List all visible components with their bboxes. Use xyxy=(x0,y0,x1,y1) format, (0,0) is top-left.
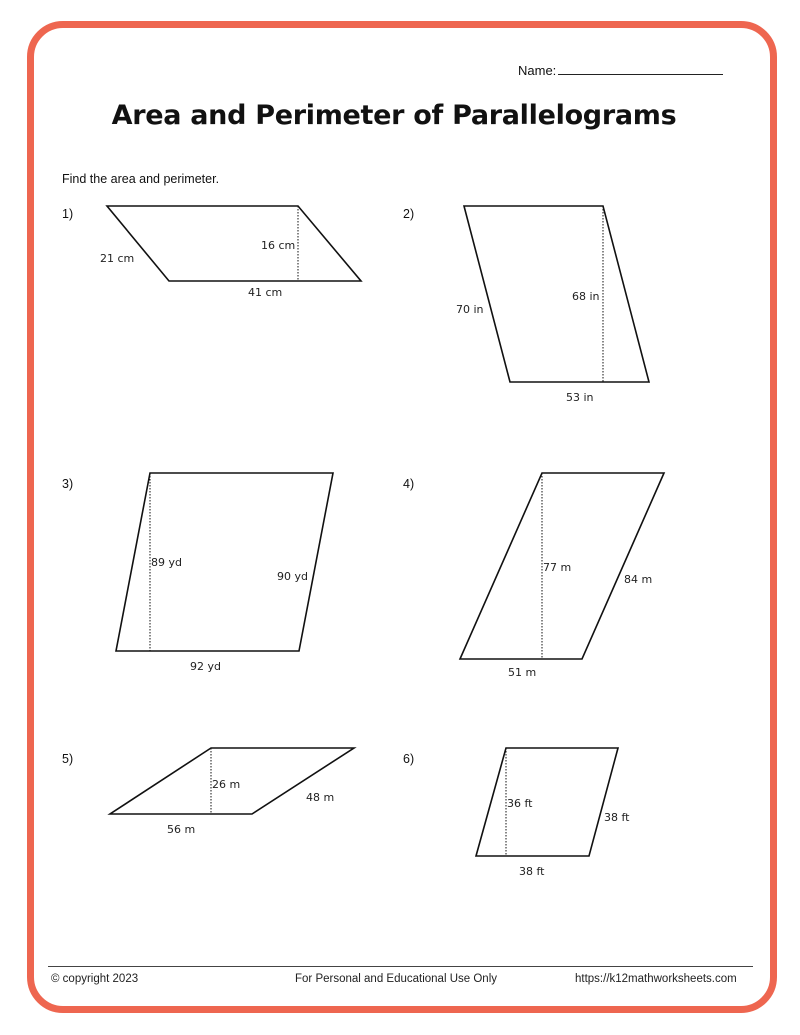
problem-2-number: 2) xyxy=(403,207,415,221)
problem-3-side-label: 90 yd xyxy=(277,570,308,583)
problem-2-side-label: 70 in xyxy=(456,303,484,316)
parallelogram-5 xyxy=(110,748,354,836)
parallelogram-4 xyxy=(460,473,664,679)
problem-4-height-label: 77 m xyxy=(543,561,572,574)
problem-3-number: 3) xyxy=(62,477,74,491)
problem-1-height-label: 16 cm xyxy=(261,239,296,252)
instructions: Find the area and perimeter. xyxy=(62,172,220,186)
footer-copyright: © copyright 2023 xyxy=(51,973,139,985)
problem-6-number: 6) xyxy=(403,752,415,766)
problem-4-side-label: 84 m xyxy=(624,573,653,586)
problem-1-base-label: 41 cm xyxy=(248,286,283,299)
problem-5-side-label: 48 m xyxy=(306,791,335,804)
footer-site-link[interactable]: https://k12mathworksheets.com xyxy=(575,973,737,985)
footer-usage: For Personal and Educational Use Only xyxy=(295,973,497,985)
problem-4-base-label: 51 m xyxy=(508,666,537,679)
problem-1-number: 1) xyxy=(62,207,74,221)
problem-5-base-label: 56 m xyxy=(167,823,196,836)
footer-divider xyxy=(48,966,753,967)
problem-1-side-label: 21 cm xyxy=(100,252,135,265)
parallelogram-6 xyxy=(476,748,630,878)
problem-4-number: 4) xyxy=(403,477,415,491)
problem-5-number: 5) xyxy=(62,752,74,766)
problem-2-base-label: 53 in xyxy=(566,391,594,404)
problem-3-base-label: 92 yd xyxy=(190,660,221,673)
parallelogram-2 xyxy=(456,206,649,404)
problem-6-base-label: 38 ft xyxy=(519,865,545,878)
worksheet-title: Area and Perimeter of Parallelograms xyxy=(111,100,677,131)
parallelogram-1 xyxy=(100,206,361,299)
parallelogram-3 xyxy=(116,473,333,673)
problem-6-side-label: 38 ft xyxy=(604,811,630,824)
problem-3-height-label: 89 yd xyxy=(151,556,182,569)
problem-6-height-label: 36 ft xyxy=(507,797,533,810)
name-label: Name: xyxy=(518,63,557,78)
problem-2-height-label: 68 in xyxy=(572,290,600,303)
problem-5-height-label: 26 m xyxy=(212,778,241,791)
